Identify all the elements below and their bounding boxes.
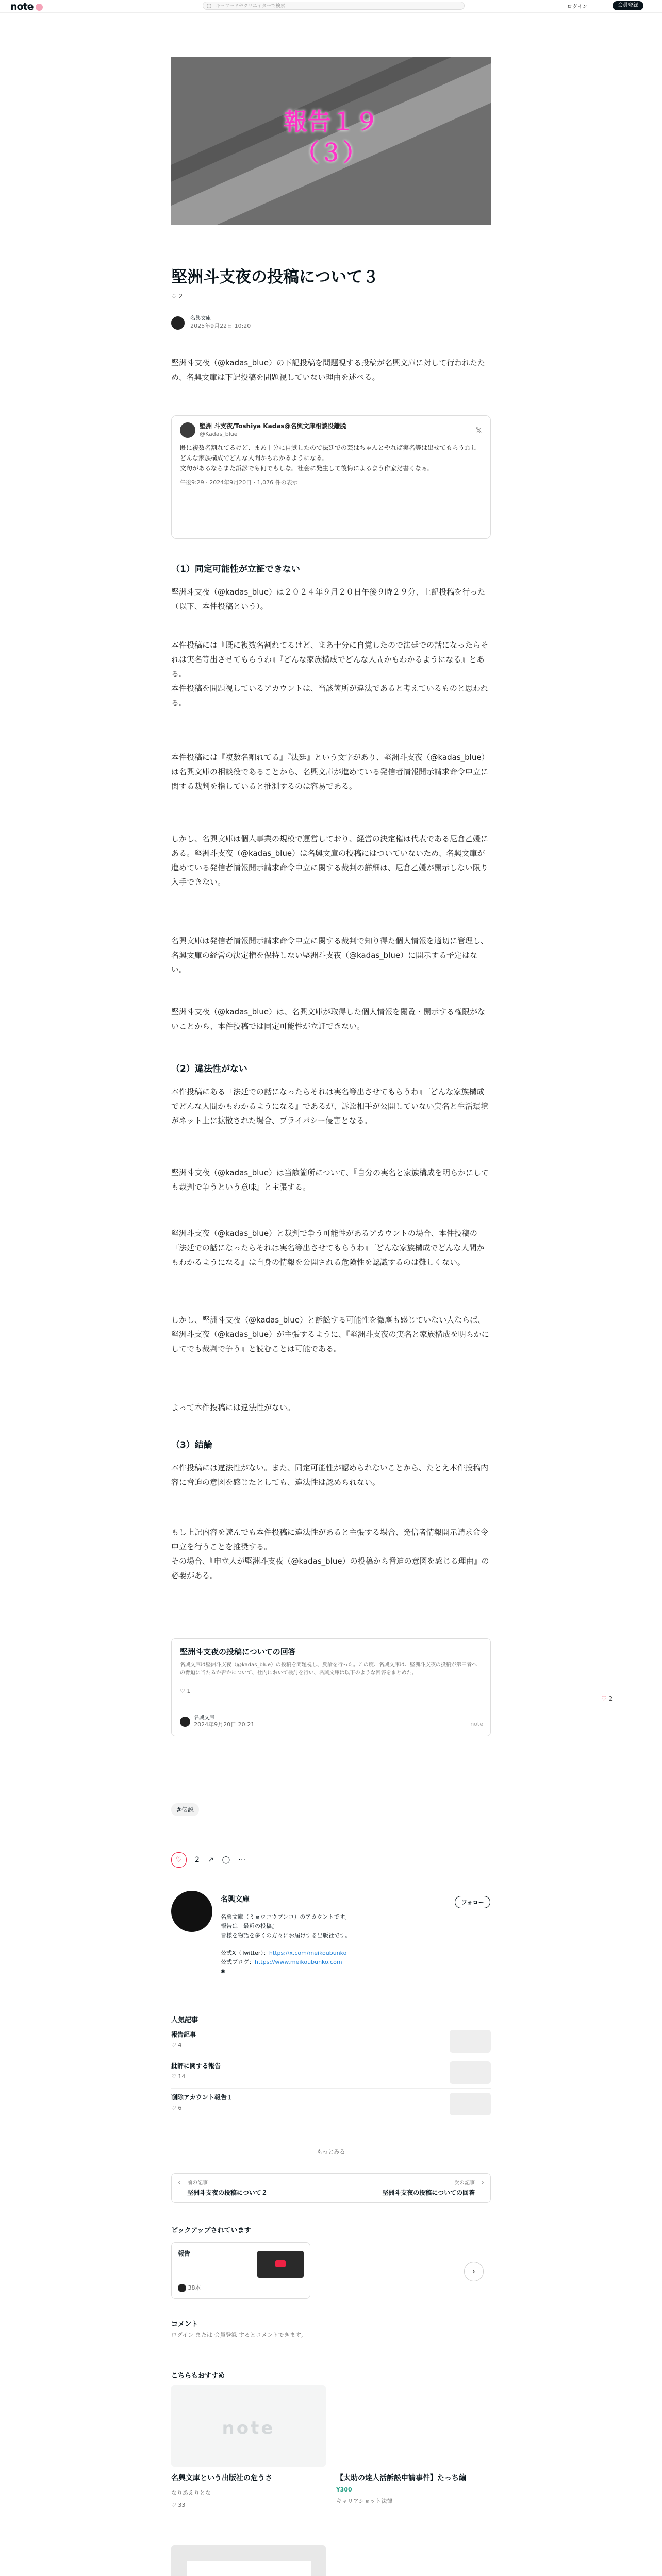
- prev-article-link[interactable]: 前の記事 堅洲斗支夜の投稿について２: [187, 2180, 268, 2196]
- follow-button[interactable]: フォロー: [455, 1896, 490, 1908]
- chevron-left-icon[interactable]: ‹: [178, 2179, 181, 2187]
- avatar[interactable]: [171, 316, 185, 330]
- paragraph: 堅洲斗支夜（@kadas_blue）は当該箇所について、『自分の実名と家族構成を明らかにしても裁判で争うという意味』と主張する。: [171, 1168, 489, 1192]
- action-bar: [171, 1853, 245, 1867]
- paragraph: もし上記内容を読んでも本件投稿に違法性があると主張する場合、発信者情報開示請求命令申立を行うことを推奨する。 その場合、『申立人が堅洲斗支夜（@kadas_blue）の投稿から脅迫の意図を感じる理由』の必要がある。: [171, 1528, 489, 1580]
- embed-title: 堅洲斗支夜の投稿についての回答: [180, 1647, 296, 1656]
- author-row[interactable]: [171, 315, 251, 336]
- paragraph: 堅洲斗支夜（@kadas_blue）は２０２４年９月２０日午後９時２９分、上記投稿を行った（以下、本件投稿という）。: [171, 587, 486, 611]
- section-heading: （2）違法性がない: [171, 1064, 247, 1074]
- carousel-next-button[interactable]: ›: [464, 2262, 484, 2281]
- search-icon: [207, 4, 211, 8]
- author-name[interactable]: 名興文庫: [190, 316, 211, 321]
- chevron-right-icon[interactable]: ›: [481, 2179, 484, 2187]
- more-icon[interactable]: ⋯: [238, 1856, 246, 1864]
- section-heading: （3）結論: [171, 1440, 212, 1450]
- comments-heading: コメント: [171, 2320, 198, 2328]
- heart-icon[interactable]: ♡: [171, 293, 177, 300]
- card-thumbnail: [171, 2545, 326, 2576]
- heart-icon[interactable]: ♡: [601, 1695, 607, 1702]
- intro-paragraph: 堅洲斗支夜（@kadas_blue）の下記投稿を問題視する投稿が名興文庫に対して行われたため、名興文庫は下記投稿を問題視していない理由を述べる。: [171, 358, 486, 382]
- avatar: [180, 1717, 190, 1727]
- post-date: 2025年9月22日 10:20: [190, 323, 251, 329]
- card-thumbnail: note: [171, 2385, 326, 2467]
- paragraph: 堅洲斗支夜（@kadas_blue）は、名興文庫が取得した個人情報を閲覧・開示する権限がないことから、本件投稿では同定可能性が立証できない。: [171, 1007, 486, 1031]
- paragraph: よって本件投稿には違法性がない。: [171, 1403, 295, 1412]
- list-item[interactable]: 批評に関する報告 ♡ 14: [171, 2061, 491, 2089]
- embedded-article-card[interactable]: 堅洲斗支夜の投稿についての回答 名興文庫は堅洲斗支夜（@kadas_blue）の投稿を問題視し、反論を行った。この度、名興文庫は、堅洲斗支夜の投稿が第三者への脅迫に当たるか否かについて、社内において検討を行い、名興文庫は以下のような回答をまとめた。 ♡ 1 名興文庫 2024年9月20日 20:21 note: [171, 1638, 491, 1736]
- paragraph: 本件投稿にある『法廷での話になったらそれは実名等出させてもらうわ』『どんな家族構成でどんな人間かもわかるようになる』であるが、訴訟相手が公開していない実名と生活環境がネット上に拡散された場合、プライバシー侵害となる。: [171, 1087, 489, 1125]
- paragraph: 本件投稿には『複数名割れてる』『法廷』という文字があり、堅洲斗支夜（@kadas_blue）は名興文庫の相談役であることから、名興文庫が進めている発信者情報開示請求命令申立に関する裁判を指していると推測するのは容易である。: [171, 753, 489, 791]
- like-count: 2: [195, 1856, 200, 1864]
- login-link[interactable]: ログイン: [567, 4, 588, 10]
- show-more-link[interactable]: もっとみる: [317, 2148, 345, 2155]
- hero-title: 報告１９ （３）: [284, 108, 378, 166]
- tweet-embed[interactable]: [171, 415, 491, 539]
- x-logo-icon: 𝕏: [475, 425, 482, 435]
- like-button[interactable]: ♡: [171, 1852, 187, 1868]
- twitter-link[interactable]: https://x.com/meikoubunko: [269, 1950, 347, 1956]
- article-title: 堅洲斗支夜の投稿について３: [171, 268, 379, 286]
- paragraph: 本件投稿には違法性がない。また、同定可能性が認められないことから、たとえ本件投稿内容に脅迫の意図を感じたとしても、違法性は認められない。: [171, 1463, 489, 1487]
- blog-link[interactable]: https://www.meikoubunko.com: [255, 1959, 342, 1965]
- tweet-author: 堅洲 斗支夜/Toshiya Kadas@名興文庫相談役離脱: [200, 422, 346, 430]
- heart-icon: ♡: [180, 1688, 185, 1694]
- site-header: [0, 0, 662, 13]
- tweet-handle: @Kadas_blue: [200, 431, 238, 437]
- magazine-card[interactable]: 報告 38本: [171, 2242, 310, 2299]
- rss-icon[interactable]: ◉: [221, 1969, 225, 1974]
- note-logo[interactable]: note: [10, 1, 43, 12]
- hero-image: [171, 57, 491, 225]
- profile-bio: 名興文庫（ミョウコウブンコ）のアカウントです。 報告は『最近の投稿』 皆様を物語を多くの方々にお届けする出版社です。 公式X（Twitter）：https://x.com/meikoubunko 公式ブログ：https://www.meikoubunko.com ◉: [221, 1912, 478, 1976]
- list-item[interactable]: 報告記事 ♡ 4: [171, 2030, 491, 2057]
- share-icon[interactable]: ↗: [207, 1856, 214, 1864]
- list-item[interactable]: 削除アカウント報告１ ♡ 6: [171, 2093, 491, 2120]
- paragraph: しかし、名興文庫は個人事業の規模で運営しており、経営の決定権は代表である尼倉乙媛にある。堅洲斗支夜（@kadas_blue）は名興文庫の投稿にはついていないため、名興文庫が進めている発信者情報開示請求命令申立に関する裁判の詳細は、尼倉乙媛が開示しない限り入手できない。: [171, 834, 489, 887]
- profile-avatar[interactable]: [171, 1891, 212, 1932]
- paragraph: 堅洲斗支夜（@kadas_blue）と裁判で争う可能性があるアカウントの場合、本件投稿の『法廷での話になったらそれは実名等出させてもらうわ』『どんな家族構成でどんな人間かもわかるようになる』は自身の情報を公開される危険性を認識するのは難しくない。: [171, 1229, 485, 1267]
- embed-author: 名興文庫 2024年9月20日 20:21: [180, 1715, 254, 1728]
- logo-mark-icon: [36, 4, 43, 11]
- paragraph: しかし、堅洲斗支夜（@kadas_blue）と訴訟する可能性を微塵も感じていない人ならば、堅洲斗支夜（@kadas_blue）が主張するように、『堅洲斗支夜の実名と家族構成を明らかにしてでも裁判で争う』と読むことは可能である。: [171, 1315, 489, 1353]
- hashtag[interactable]: #伝説: [171, 1803, 199, 1816]
- profile-name[interactable]: 名興文庫: [221, 1895, 250, 1904]
- comment-icon[interactable]: ◯: [222, 1856, 230, 1864]
- note-logo: note: [470, 1721, 483, 1727]
- search-input[interactable]: キーワードやクリエイターで検索: [203, 2, 465, 10]
- signup-button[interactable]: 会員登録: [613, 1, 643, 10]
- section-heading: （1）同定可能性が立証できない: [171, 564, 300, 574]
- popular-list: [171, 2030, 491, 2120]
- like-bar[interactable]: ♡ 2: [171, 293, 183, 300]
- comments-login-prompt[interactable]: ログイン または 会員登録 するとコメントできます。: [171, 2332, 307, 2338]
- paragraph: 名興文庫は発信者情報開示請求命令申立に関する裁判で知り得た個人情報を適切に管理し、名興文庫の経営の決定権を保持しない堅洲斗支夜（@kadas_blue）に開示する予定はない。: [171, 936, 489, 974]
- prev-next-nav: [171, 2173, 491, 2203]
- tweet-body: 既に複数名割れてるけど、まあ十分に自覚したので法廷での芸はちゃんとやれば実名等は出せてもらうわし どんな家族構成でどんな人間かもわかるようになる。 文句があるならまた訴訟でも何でもしな。社会に発生して後悔によるまう作家だ書くなぁ。: [180, 444, 477, 472]
- tweet-meta: 午後9:29 · 2024年9月20日 · 1,076 件の表示: [180, 479, 298, 486]
- recommend-heading: こちらもおすすめ: [171, 2372, 225, 2380]
- magazine-thumb: [257, 2251, 304, 2278]
- embed-excerpt: 名興文庫は堅洲斗支夜（@kadas_blue）の投稿を問題視し、反論を行った。この度、名興文庫は、堅洲斗支夜の投稿が第三者への脅迫に当たるか否かについて、社内において検討を行い、名興文庫は以下のような回答をまとめた。: [180, 1662, 477, 1676]
- pickup-heading: ピックアップされています: [171, 2227, 251, 2234]
- floating-like[interactable]: ♡ 2: [601, 1695, 613, 1702]
- popular-heading: 人気記事: [171, 2016, 198, 2024]
- tweet-avatar: [180, 422, 195, 438]
- paragraph: 本件投稿には『既に複数名割れてるけど、まあ十分に自覚したので法廷での話になったらそれは実名等出させてもらうわ』『どんな家族構成でどんな人間かもわかるようになる』とある。 本件投稿を問題視しているアカウントは、当該箇所が違法であると考えているものと思われる。: [171, 640, 489, 707]
- next-article-link[interactable]: 次の記事 堅洲斗支夜の投稿についての回答: [382, 2180, 475, 2196]
